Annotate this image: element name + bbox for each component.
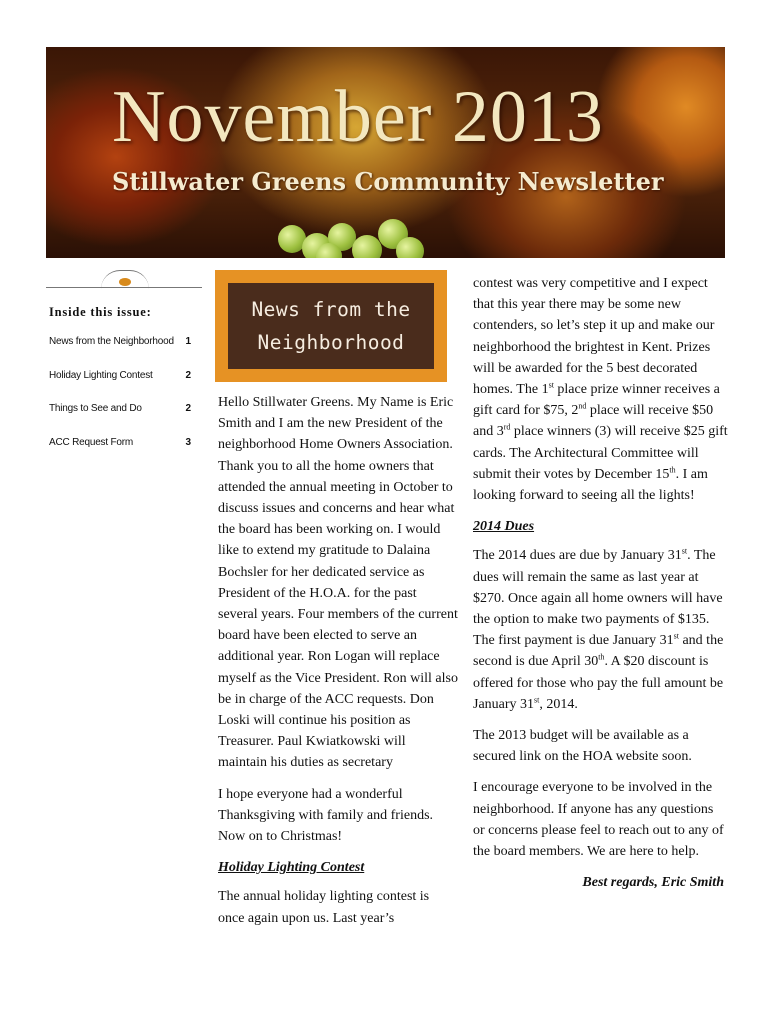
grape bbox=[396, 237, 424, 258]
toc-item bbox=[49, 435, 191, 469]
toc-item bbox=[49, 401, 191, 435]
toc-item-label: Holiday Lighting Contest bbox=[49, 369, 153, 381]
news-heading bbox=[228, 283, 434, 369]
article-column-1 bbox=[218, 392, 458, 939]
budget-paragraph: The 2013 budget will be available as a secured link on the HOA website soon. bbox=[473, 728, 692, 765]
toc-item bbox=[49, 334, 191, 368]
holiday-contest-paragraph-flow: contest was very competitive and I expect that this year there may be some new contenders, so let’s step it up and make our neighborhood the brightest in Kent. Prizes will be awarded for the 5 best decorated homes. The 1 bbox=[473, 276, 715, 398]
article-column-2 bbox=[473, 273, 728, 903]
ordinal-suffix: st bbox=[548, 380, 554, 390]
toc-item-label: ACC Request Form bbox=[49, 436, 134, 448]
toc-item-page: 1 bbox=[185, 336, 191, 347]
grape bbox=[352, 235, 382, 258]
toc-item bbox=[49, 368, 191, 402]
toc-heading: Inside this issue: bbox=[49, 305, 152, 319]
toc-item-page: 3 bbox=[185, 436, 191, 448]
header-banner-image bbox=[46, 47, 725, 258]
intro-paragraph: Hello Stillwater Greens. My Name is Eric Smith and I am the new President of the neighborhood Home Owners Association. Thank you to all the home owners that attended the annual meeting in October to discuss issues and concerns and hear what the board has been working on. I would like to extend my gratitude to Dalaina Bochsler for her dedicated service as President of the H.O.A. for the past several years. Four members of the current board have been elected to serve an additional year. Ron Logan will replace myself as the Vice President. Ron will also be in charge of the ACC requests. Don Loski will continue his position as Treasurer. Paul Kwiatkowski will maintain his duties as secretary bbox=[218, 395, 458, 771]
sign-off: Best regards, Eric Smith bbox=[582, 875, 724, 891]
dues-heading: 2014 Dues bbox=[473, 519, 535, 535]
news-heading-box bbox=[215, 270, 447, 382]
toc-item-label: Things to See and Do bbox=[49, 403, 142, 414]
toc-item-label: News from the Neighborhood bbox=[49, 336, 174, 347]
thanksgiving-paragraph: I hope everyone had a wonderful Thanksgiving with family and friends. Now on to Christmas! bbox=[218, 786, 434, 845]
involvement-paragraph: I encourage everyone to be involved in the neighborhood. If anyone has any questions or concerns please feel to reach out to any of the board members. We are here to help. bbox=[473, 780, 724, 860]
toc-list bbox=[49, 334, 191, 468]
newsletter-subtitle: Stillwater Greens Community Newsletter bbox=[112, 167, 664, 196]
dues-paragraph: The 2014 dues are due by January 31st. The dues will remain the same as last year at $270. Once again all home owners will have the option to make two payments of $135. The first payment is due January 31st and the second is due April 30th. A $20 discount is offered for those who pay the full amount be January 31st, 2014. bbox=[473, 546, 724, 712]
toc-divider bbox=[46, 287, 202, 288]
news-heading-line-2: Neighborhood bbox=[257, 331, 405, 354]
newsletter-title: November 2013 bbox=[112, 76, 604, 158]
holiday-contest-heading: Holiday Lighting Contest bbox=[218, 860, 365, 876]
holiday-contest-paragraph-cont: contest was very competitive and I expect that this year there may be some new contenders, so let’s step it up and make our neighborhood the brightest in Kent. Prizes will be awarded for the 5 best decorated homes. The 1st place prize winner receives a gift card for $75, 2nd place will receive $50 and 3rd place winners (3) will receive $25 gift cards. The Architectural Committee will submit their votes by December 15th. I am looking forward to seeing all the lights! bbox=[473, 276, 728, 504]
toc-item-page: 2 bbox=[185, 403, 191, 414]
news-heading-line-1: News from the bbox=[251, 298, 411, 321]
toc-item-page: 2 bbox=[185, 369, 191, 381]
holiday-contest-paragraph-start: The annual holiday lighting contest is once again upon us. Last year’s bbox=[218, 889, 430, 926]
